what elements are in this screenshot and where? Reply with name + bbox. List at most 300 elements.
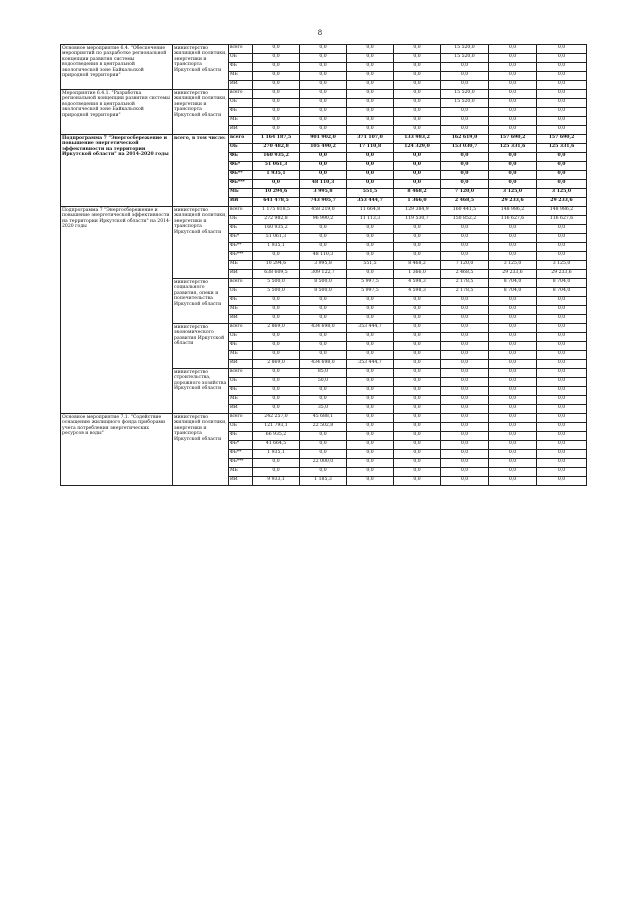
value-cell: 0,0 xyxy=(394,171,441,180)
value-cell: 0,0 xyxy=(537,225,587,234)
source-cell: ИИ xyxy=(229,315,253,324)
value-cell: 0,0 xyxy=(537,234,587,243)
value-cell: 0,0 xyxy=(347,432,394,441)
value-cell: 1 185,3 xyxy=(300,477,347,486)
value-cell: 8 704,0 xyxy=(489,288,537,297)
value-cell: 1 935,1 xyxy=(253,243,300,252)
value-cell: 0,0 xyxy=(394,252,441,261)
value-cell: 0,0 xyxy=(300,450,347,459)
value-cell: 133 983,2 xyxy=(394,135,441,144)
value-cell: 0,0 xyxy=(394,369,441,378)
value-cell: 2 178,5 xyxy=(441,288,489,297)
value-cell: 0,0 xyxy=(394,360,441,369)
value-cell: 0,0 xyxy=(537,459,587,468)
value-cell: 8 704,0 xyxy=(537,279,587,288)
value-cell: 0,0 xyxy=(489,81,537,90)
value-cell: 0,0 xyxy=(441,234,489,243)
value-cell: 9 933,1 xyxy=(253,477,300,486)
value-cell: 0,0 xyxy=(537,153,587,162)
executor-cell: министерство жилищной политики, энергетики и транспорта Иркутской области xyxy=(173,414,229,486)
value-cell: 0,0 xyxy=(347,459,394,468)
source-cell: ФБ* xyxy=(229,441,253,450)
value-cell: 0,0 xyxy=(489,342,537,351)
value-cell: 22 502,8 xyxy=(300,423,347,432)
value-cell: 0,0 xyxy=(489,117,537,126)
value-cell: 353 444,7 xyxy=(347,198,394,207)
source-cell: ФБ xyxy=(229,153,253,162)
value-cell: 0,0 xyxy=(537,54,587,63)
value-cell: 0,0 xyxy=(300,54,347,63)
value-cell: 0,0 xyxy=(489,72,537,81)
value-cell: 0,0 xyxy=(253,387,300,396)
value-cell: 2 468,5 xyxy=(441,198,489,207)
value-cell: 4 598,3 xyxy=(394,279,441,288)
value-cell: 0,0 xyxy=(300,225,347,234)
value-cell: 641 478,5 xyxy=(253,198,300,207)
value-cell: 0,0 xyxy=(537,72,587,81)
value-cell: 0,0 xyxy=(489,234,537,243)
source-cell: ФБ** xyxy=(229,243,253,252)
value-cell: 0,0 xyxy=(300,297,347,306)
value-cell: 0,0 xyxy=(347,153,394,162)
source-cell: ОБ xyxy=(229,423,253,432)
value-cell: 0,0 xyxy=(537,252,587,261)
value-cell: 0,0 xyxy=(394,450,441,459)
value-cell: 7 120,0 xyxy=(441,261,489,270)
value-cell: 0,0 xyxy=(347,297,394,306)
value-cell: 0,0 xyxy=(537,324,587,333)
value-cell: 0,0 xyxy=(300,468,347,477)
value-cell: 0,0 xyxy=(347,441,394,450)
value-cell: 3 125,0 xyxy=(489,189,537,198)
source-cell: МБ xyxy=(229,306,253,315)
source-cell: всего xyxy=(229,369,253,378)
value-cell: 551,5 xyxy=(347,189,394,198)
value-cell: 2 468,5 xyxy=(441,270,489,279)
value-cell: 0,0 xyxy=(253,81,300,90)
program-cell: Мероприятие 6.4.1. "Разработка региональной концепции развития системы водоотведения в центральной экологической зоне Байкальской природной территории" xyxy=(61,90,173,135)
value-cell: 0,0 xyxy=(537,450,587,459)
value-cell: 0,0 xyxy=(394,423,441,432)
value-cell: 0,0 xyxy=(347,387,394,396)
source-cell: ФБ xyxy=(229,108,253,117)
value-cell: 1 366,0 xyxy=(394,198,441,207)
value-cell: 4 598,3 xyxy=(394,288,441,297)
value-cell: 0,0 xyxy=(537,126,587,135)
value-cell: 0,0 xyxy=(394,297,441,306)
value-cell: 0,0 xyxy=(300,333,347,342)
value-cell: 8 468,2 xyxy=(394,261,441,270)
value-cell: 0,0 xyxy=(394,477,441,486)
value-cell: 0,0 xyxy=(537,396,587,405)
value-cell: 8 704,0 xyxy=(489,279,537,288)
value-cell: 85,0 xyxy=(300,369,347,378)
value-cell: 458 219,0 xyxy=(300,207,347,216)
value-cell: 0,0 xyxy=(441,369,489,378)
value-cell: 0,0 xyxy=(394,459,441,468)
value-cell: 0,0 xyxy=(537,414,587,423)
value-cell: 157 690,2 xyxy=(489,135,537,144)
value-cell: 0,0 xyxy=(489,351,537,360)
value-cell: 5 500,0 xyxy=(253,288,300,297)
value-cell: 0,0 xyxy=(253,351,300,360)
value-cell: 0,0 xyxy=(253,108,300,117)
value-cell: 8 468,2 xyxy=(394,189,441,198)
value-cell: 0,0 xyxy=(300,171,347,180)
value-cell: 0,0 xyxy=(253,315,300,324)
value-cell: 0,0 xyxy=(394,333,441,342)
value-cell: 0,0 xyxy=(489,252,537,261)
value-cell: 2 178,5 xyxy=(441,279,489,288)
value-cell: 0,0 xyxy=(489,324,537,333)
value-cell: 0,0 xyxy=(394,108,441,117)
value-cell: 29 233,6 xyxy=(537,198,587,207)
value-cell: 0,0 xyxy=(347,423,394,432)
value-cell: 0,0 xyxy=(537,171,587,180)
value-cell: 0,0 xyxy=(347,333,394,342)
value-cell: 0,0 xyxy=(394,72,441,81)
value-cell: 0,0 xyxy=(489,378,537,387)
value-cell: 0,0 xyxy=(441,315,489,324)
source-cell: МБ xyxy=(229,468,253,477)
source-cell: ФБ xyxy=(229,387,253,396)
executor-cell: всего, в том числе: xyxy=(173,135,229,207)
value-cell: 0,0 xyxy=(394,153,441,162)
value-cell: 0,0 xyxy=(489,468,537,477)
value-cell: 0,0 xyxy=(394,180,441,189)
value-cell: 0,0 xyxy=(489,441,537,450)
value-cell: 0,0 xyxy=(489,387,537,396)
value-cell: 0,0 xyxy=(441,468,489,477)
value-cell: 0,0 xyxy=(537,405,587,414)
value-cell: 0,0 xyxy=(441,153,489,162)
value-cell: 0,0 xyxy=(537,45,587,54)
source-cell: всего xyxy=(229,45,253,54)
value-cell: 242 257,0 xyxy=(253,414,300,423)
value-cell: 0,0 xyxy=(537,243,587,252)
value-cell: 48 110,3 xyxy=(300,252,347,261)
value-cell: 0,0 xyxy=(394,405,441,414)
value-cell: 160 935,2 xyxy=(253,225,300,234)
value-cell: 0,0 xyxy=(347,252,394,261)
value-cell: 29 233,6 xyxy=(489,270,537,279)
value-cell: 0,0 xyxy=(394,351,441,360)
value-cell: 17 110,8 xyxy=(347,144,394,153)
value-cell: 0,0 xyxy=(300,81,347,90)
value-cell: 0,0 xyxy=(537,387,587,396)
value-cell: 0,0 xyxy=(441,72,489,81)
value-cell: 48 110,3 xyxy=(300,180,347,189)
value-cell: 0,0 xyxy=(394,90,441,99)
value-cell: 0,0 xyxy=(347,468,394,477)
value-cell: 0,0 xyxy=(347,270,394,279)
value-cell: 0,0 xyxy=(253,99,300,108)
value-cell: 116 627,6 xyxy=(537,216,587,225)
value-cell: 1 164 187,5 xyxy=(253,135,300,144)
value-cell: 0,0 xyxy=(300,351,347,360)
value-cell: 3 125,0 xyxy=(537,189,587,198)
source-cell: ОБ xyxy=(229,333,253,342)
value-cell: 0,0 xyxy=(253,306,300,315)
value-cell: 0,0 xyxy=(300,117,347,126)
value-cell: 0,0 xyxy=(441,459,489,468)
value-cell: 0,0 xyxy=(347,126,394,135)
value-cell: 0,0 xyxy=(253,405,300,414)
value-cell: 0,0 xyxy=(489,306,537,315)
value-cell: 0,0 xyxy=(441,180,489,189)
value-cell: 0,0 xyxy=(489,162,537,171)
value-cell: 0,0 xyxy=(489,108,537,117)
value-cell: 0,0 xyxy=(347,450,394,459)
source-cell: всего xyxy=(229,135,253,144)
value-cell: 0,0 xyxy=(489,63,537,72)
value-cell: 0,0 xyxy=(489,477,537,486)
value-cell: 0,0 xyxy=(347,414,394,423)
source-cell: всего xyxy=(229,90,253,99)
value-cell: 0,0 xyxy=(441,297,489,306)
value-cell: 0,0 xyxy=(253,333,300,342)
value-cell: 160 441,5 xyxy=(441,207,489,216)
value-cell: 0,0 xyxy=(347,405,394,414)
value-cell: 0,0 xyxy=(441,423,489,432)
value-cell: 0,0 xyxy=(300,72,347,81)
value-cell: 10 294,6 xyxy=(253,261,300,270)
value-cell: 0,0 xyxy=(537,477,587,486)
value-cell: 0,0 xyxy=(537,378,587,387)
value-cell: 0,0 xyxy=(441,117,489,126)
value-cell: 29 233,6 xyxy=(537,270,587,279)
value-cell: 0,0 xyxy=(300,63,347,72)
value-cell: 0,0 xyxy=(537,315,587,324)
value-cell: 0,0 xyxy=(489,459,537,468)
value-cell: 0,0 xyxy=(489,90,537,99)
value-cell: 638 609,5 xyxy=(253,270,300,279)
value-cell: 0,0 xyxy=(441,81,489,90)
value-cell: 0,0 xyxy=(347,477,394,486)
value-cell: 353 444,7 xyxy=(347,324,394,333)
value-cell: 0,0 xyxy=(489,315,537,324)
value-cell: 11 113,3 xyxy=(347,216,394,225)
value-cell: 0,0 xyxy=(347,369,394,378)
value-cell: 125 331,6 xyxy=(489,144,537,153)
value-cell: 0,0 xyxy=(253,63,300,72)
source-cell: ФБ*** xyxy=(229,252,253,261)
source-cell: ИИ xyxy=(229,81,253,90)
value-cell: 0,0 xyxy=(347,306,394,315)
value-cell: 0,0 xyxy=(253,180,300,189)
value-cell: 0,0 xyxy=(441,324,489,333)
value-cell: 0,0 xyxy=(441,171,489,180)
value-cell: 0,0 xyxy=(489,396,537,405)
value-cell: 270 482,8 xyxy=(253,144,300,153)
value-cell: 0,0 xyxy=(489,423,537,432)
source-cell: ФБ xyxy=(229,342,253,351)
value-cell: 0,0 xyxy=(441,477,489,486)
source-cell: ОБ xyxy=(229,216,253,225)
value-cell: 121 793,1 xyxy=(253,423,300,432)
table-row xyxy=(61,414,587,423)
value-cell: 434 698,0 xyxy=(300,360,347,369)
value-cell: 0,0 xyxy=(441,252,489,261)
value-cell: 0,0 xyxy=(441,432,489,441)
value-cell: 0,0 xyxy=(300,396,347,405)
value-cell: 0,0 xyxy=(537,369,587,378)
value-cell: 0,0 xyxy=(394,468,441,477)
program-cell: Подпрограмма 7 "Энергосбережение и повышение энергетической эффективности на территории Иркутской области" на 2014-2020 годы xyxy=(61,207,173,414)
value-cell: 0,0 xyxy=(394,306,441,315)
value-cell: 0,0 xyxy=(489,54,537,63)
value-cell: 35,0 xyxy=(300,405,347,414)
value-cell: 0,0 xyxy=(537,423,587,432)
program-cell: Основное мероприятие 6.4. "Обеспечение мероприятий по разработке региональной концепции развития системы водоотведения в центральной экологической зоне Байкальской природной территории" xyxy=(61,45,173,90)
value-cell: 434 698,0 xyxy=(300,324,347,333)
value-cell: 0,0 xyxy=(253,45,300,54)
value-cell: 0,0 xyxy=(347,117,394,126)
value-cell: 15 520,0 xyxy=(441,45,489,54)
value-cell: 0,0 xyxy=(253,369,300,378)
value-cell: 15 520,0 xyxy=(441,99,489,108)
source-cell: ОБ xyxy=(229,144,253,153)
value-cell: 0,0 xyxy=(347,351,394,360)
source-cell: ФБ** xyxy=(229,450,253,459)
value-cell: 51 061,3 xyxy=(253,234,300,243)
value-cell: 11 664,8 xyxy=(347,207,394,216)
value-cell: 0,0 xyxy=(441,351,489,360)
value-cell: 2 869,0 xyxy=(253,324,300,333)
value-cell: 0,0 xyxy=(253,126,300,135)
value-cell: 0,0 xyxy=(394,54,441,63)
source-cell: ИИ xyxy=(229,126,253,135)
source-cell: ИИ xyxy=(229,477,253,486)
value-cell: 0,0 xyxy=(489,243,537,252)
value-cell: 0,0 xyxy=(300,306,347,315)
value-cell: 0,0 xyxy=(347,180,394,189)
value-cell: 0,0 xyxy=(300,108,347,117)
source-cell: ФБ* xyxy=(229,234,253,243)
source-cell: всего xyxy=(229,207,253,216)
value-cell: 157 690,2 xyxy=(537,135,587,144)
value-cell: 0,0 xyxy=(347,396,394,405)
value-cell: 0,0 xyxy=(489,99,537,108)
value-cell: 0,0 xyxy=(394,396,441,405)
value-cell: 0,0 xyxy=(441,387,489,396)
source-cell: всего xyxy=(229,324,253,333)
value-cell: 160 935,2 xyxy=(253,153,300,162)
value-cell: 0,0 xyxy=(347,162,394,171)
value-cell: 0,0 xyxy=(441,450,489,459)
value-cell: 0,0 xyxy=(394,117,441,126)
value-cell: 5 500,0 xyxy=(253,279,300,288)
value-cell: 0,0 xyxy=(300,342,347,351)
source-cell: ИИ xyxy=(229,198,253,207)
page-number: 8 xyxy=(317,29,323,37)
source-cell: ОБ xyxy=(229,54,253,63)
source-cell: ОБ xyxy=(229,378,253,387)
value-cell: 901 902,0 xyxy=(300,135,347,144)
program-cell: Подпрограмма 7 "Энергосбережение и повышение энергетической эффективности на территории Иркутской области" на 2014-2020 годы xyxy=(61,135,173,207)
value-cell: 0,0 xyxy=(253,396,300,405)
value-cell: 0,0 xyxy=(537,306,587,315)
budget-table xyxy=(60,44,587,486)
value-cell: 0,0 xyxy=(300,153,347,162)
value-cell: 0,0 xyxy=(253,117,300,126)
value-cell: 51 061,3 xyxy=(253,162,300,171)
value-cell: 0,0 xyxy=(489,405,537,414)
value-cell: 0,0 xyxy=(394,99,441,108)
value-cell: 1 175 818,5 xyxy=(253,207,300,216)
value-cell: 0,0 xyxy=(489,450,537,459)
source-cell: ФБ** xyxy=(229,171,253,180)
value-cell: 0,0 xyxy=(300,162,347,171)
value-cell: 0,0 xyxy=(441,396,489,405)
value-cell: 551,5 xyxy=(347,261,394,270)
value-cell: 22 000,0 xyxy=(300,459,347,468)
value-cell: 0,0 xyxy=(489,171,537,180)
value-cell: 0,0 xyxy=(300,387,347,396)
source-cell: МБ xyxy=(229,261,253,270)
value-cell: 0,0 xyxy=(489,45,537,54)
value-cell: 0,0 xyxy=(537,342,587,351)
value-cell: 29 233,6 xyxy=(489,198,537,207)
source-cell: всего xyxy=(229,414,253,423)
value-cell: 105 490,2 xyxy=(300,144,347,153)
value-cell: 371 107,0 xyxy=(347,135,394,144)
value-cell: 0,0 xyxy=(394,342,441,351)
value-cell: 150 852,2 xyxy=(441,216,489,225)
value-cell: 5 997,5 xyxy=(347,288,394,297)
source-cell: МБ xyxy=(229,189,253,198)
value-cell: 0,0 xyxy=(394,315,441,324)
value-cell: 0,0 xyxy=(441,63,489,72)
value-cell: 0,0 xyxy=(441,333,489,342)
value-cell: 0,0 xyxy=(300,315,347,324)
value-cell: 0,0 xyxy=(489,333,537,342)
value-cell: 0,0 xyxy=(441,162,489,171)
value-cell: 0,0 xyxy=(537,99,587,108)
value-cell: 0,0 xyxy=(347,90,394,99)
value-cell: 0,0 xyxy=(394,378,441,387)
value-cell: 0,0 xyxy=(394,234,441,243)
value-cell: 0,0 xyxy=(300,243,347,252)
value-cell: 116 627,6 xyxy=(489,216,537,225)
value-cell: 3 995,8 xyxy=(300,261,347,270)
value-cell: 0,0 xyxy=(253,342,300,351)
value-cell: 0,0 xyxy=(300,441,347,450)
table-row xyxy=(61,135,587,144)
value-cell: 15 520,0 xyxy=(441,54,489,63)
value-cell: 162 619,0 xyxy=(441,135,489,144)
value-cell: 0,0 xyxy=(394,432,441,441)
source-cell: МБ xyxy=(229,396,253,405)
value-cell: 0,0 xyxy=(441,405,489,414)
value-cell: 0,0 xyxy=(489,297,537,306)
source-cell: ФБ xyxy=(229,63,253,72)
value-cell: 0,0 xyxy=(441,342,489,351)
value-cell: 0,0 xyxy=(489,414,537,423)
value-cell: 0,0 xyxy=(489,180,537,189)
value-cell: 153 030,7 xyxy=(441,144,489,153)
value-cell: 0,0 xyxy=(253,72,300,81)
value-cell: 0,0 xyxy=(253,468,300,477)
executor-cell: министерство социального развития, опеки и попечительства Иркутской области xyxy=(173,279,229,324)
value-cell: 0,0 xyxy=(394,45,441,54)
value-cell: 0,0 xyxy=(347,99,394,108)
value-cell: 0,0 xyxy=(300,234,347,243)
program-cell: Основное мероприятие 7.1. "Содействие оснащению жилищного фонда приборами учета потребления энергетических ресурсов и воды" xyxy=(61,414,173,486)
value-cell: 0,0 xyxy=(347,225,394,234)
source-cell: ФБ xyxy=(229,297,253,306)
value-cell: 0,0 xyxy=(441,306,489,315)
